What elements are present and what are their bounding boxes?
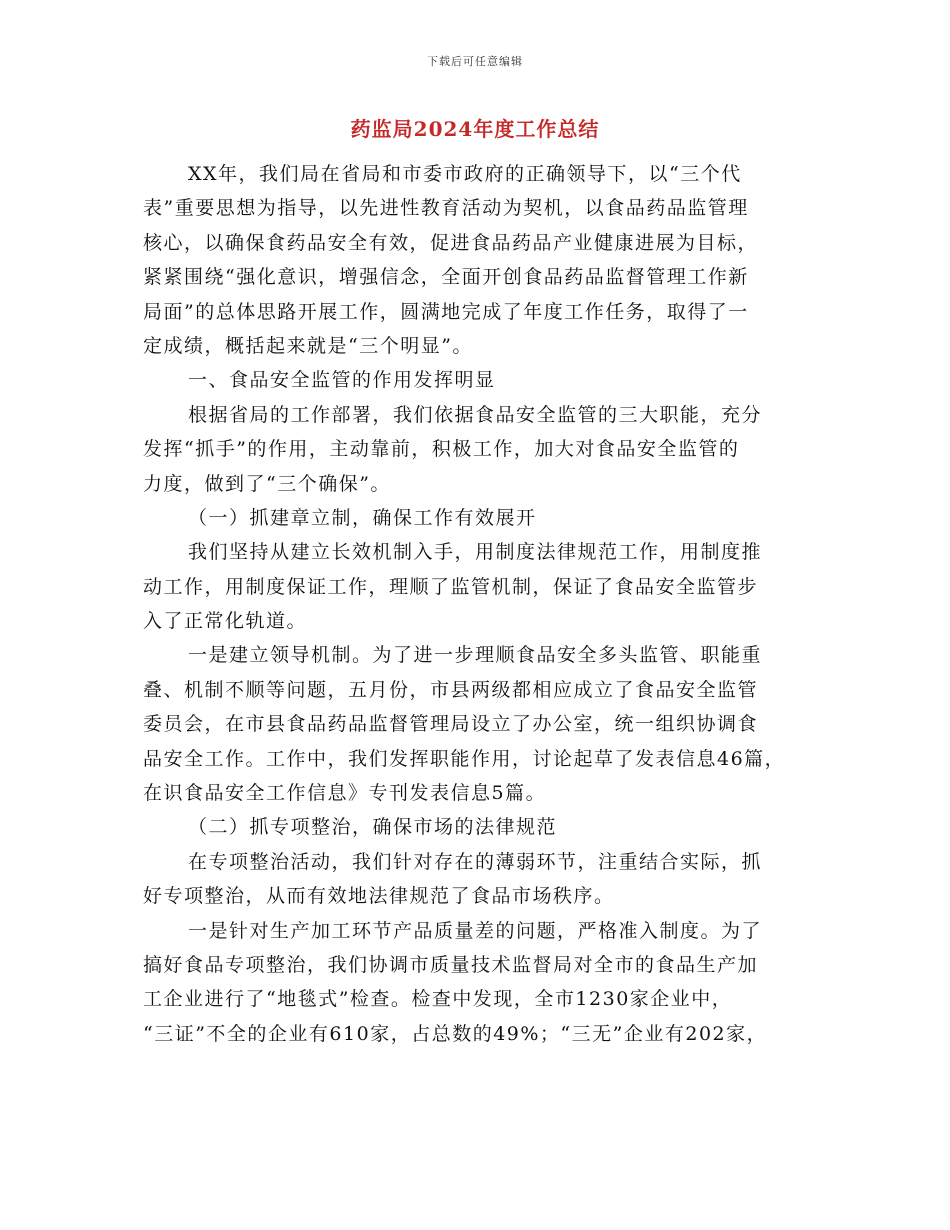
paragraph-line: 品安全工作。工作中，我们发挥职能作用，讨论起草了发表信息46篇， xyxy=(143,747,786,770)
paragraph-line: 紧紧围绕“强化意识，增强信念，全面开创食品药品监督管理工作新 xyxy=(143,266,749,289)
document-title: 药监局2024年度工作总结 xyxy=(350,117,600,141)
paragraph-line: 一是针对生产加工环节产品质量差的问题，严格准入制度。为了 xyxy=(188,919,763,942)
subsection-heading: （一）抓建章立制，确保工作有效展开 xyxy=(188,506,537,529)
paragraph-line: 发挥“抓手”的作用，主动靠前，积极工作，加大对食品安全监管的 xyxy=(143,438,740,461)
document-body xyxy=(143,157,811,1051)
paragraph-line: 核心，以确保食药品安全有效，促进食品药品产业健康进展为目标， xyxy=(143,231,759,254)
section-heading: 一、食品安全监管的作用发挥明显 xyxy=(188,369,496,392)
paragraph-line: 一是建立领导机制。为了进一步理顺食品安全多头监管、职能重 xyxy=(188,644,763,667)
paragraph-line: XX年，我们局在省局和市委市政府的正确领导下，以“三个代 xyxy=(188,163,742,185)
paragraph-line: 力度，做到了“三个确保”。 xyxy=(143,472,391,495)
paragraph-line: 在识食品安全工作信息》专刊发表信息5篇。 xyxy=(143,782,547,805)
paragraph-line: 在专项整治活动，我们针对存在的薄弱环节，注重结合实际，抓 xyxy=(188,850,763,873)
paragraph-line: 根据省局的工作部署，我们依据食品安全监管的三大职能，充分 xyxy=(188,403,763,426)
paragraph-line: 好专项整治，从而有效地法律规范了食品市场秩序。 xyxy=(143,885,615,908)
paragraph-line: 局面”的总体思路开展工作，圆满地完成了年度工作任务，取得了一 xyxy=(143,300,749,323)
paragraph-line: 搞好食品专项整治，我们协调市质量技术监督局对全市的食品生产加 xyxy=(143,953,759,976)
paragraph-line: “三证”不全的企业有610家，占总数的49%；“三无”企业有202家， xyxy=(143,1022,768,1045)
header-note: 下载后可任意编辑 xyxy=(427,55,523,68)
paragraph-line: 叠、机制不顺等问题，五月份，市县两级都相应成立了食品安全监管 xyxy=(143,678,759,701)
paragraph-line: 动工作，用制度保证工作，理顺了监管机制，保证了食品安全监管步 xyxy=(143,575,759,598)
paragraph-line: 入了正常化轨道。 xyxy=(143,610,308,633)
paragraph-line: 工企业进行了“地毯式”检查。检查中发现，全市1230家企业中， xyxy=(143,988,733,1011)
paragraph-line: 委员会，在市县食品药品监督管理局设立了办公室，统一组织协调食 xyxy=(143,713,759,736)
paragraph-line: 定成绩，概括起来就是“三个明显”。 xyxy=(143,334,473,357)
paragraph-line: 表”重要思想为指导，以先进性教育活动为契机，以食品药品监管理 xyxy=(143,197,749,220)
paragraph-line: 我们坚持从建立长效机制入手，用制度法律规范工作，用制度推 xyxy=(188,541,763,564)
subsection-heading: （二）抓专项整治，确保市场的法律规范 xyxy=(188,816,558,839)
